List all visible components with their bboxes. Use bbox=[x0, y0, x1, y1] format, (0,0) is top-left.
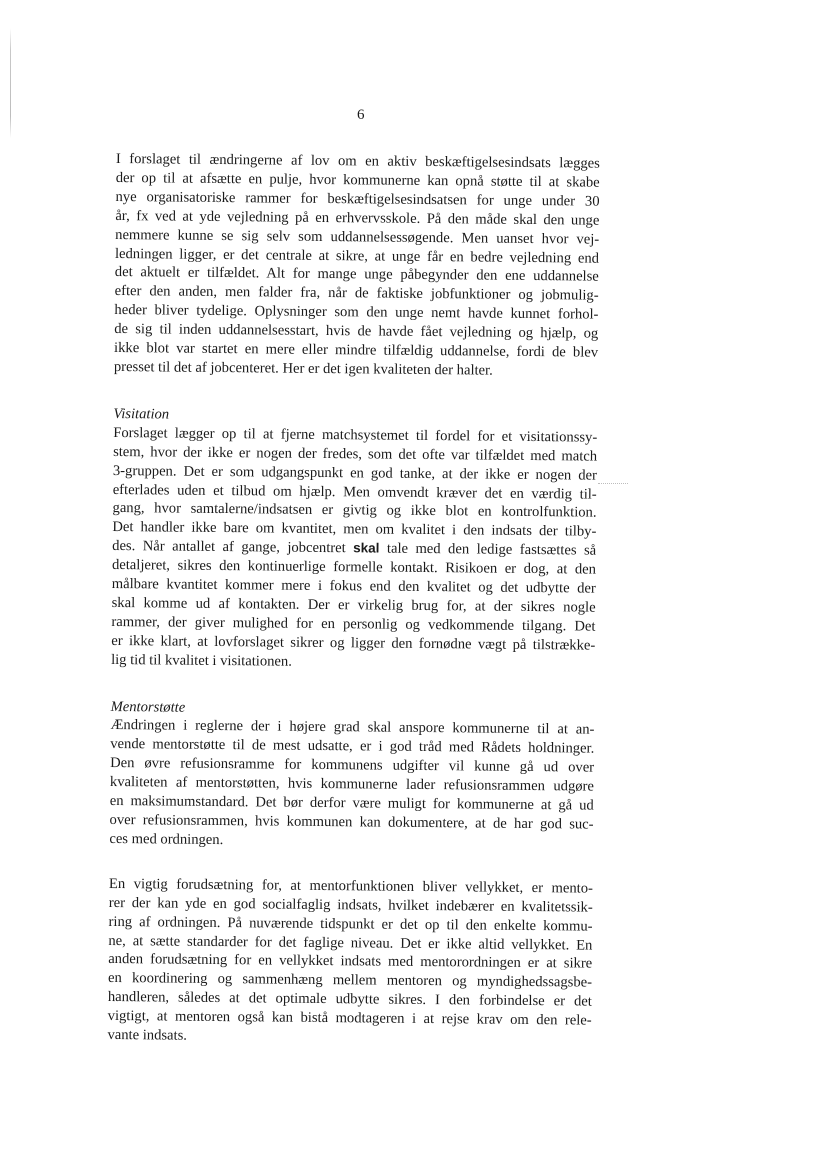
text-line: skal komme ud af kontakten. Der er virkelig brug for, at der sikres nogle bbox=[111, 594, 596, 616]
text-line: de sig til inden uddannelsesstart, hvis de havde fået vejledning og hjælp, og bbox=[114, 321, 599, 342]
paragraph-intro bbox=[114, 150, 600, 382]
text-line: Ændringen i reglerne der i højere grad skal anspore kommunerne til at an- bbox=[110, 717, 595, 739]
text-line: detaljeret, sikres den kontinuerlige formelle kontakt. Risikoen er dog, at den bbox=[111, 557, 597, 578]
text-line: kvaliteten af mentorstøtten, hvis kommunerne lader refusionsrammen udgøre bbox=[109, 774, 594, 795]
text-line: Forslaget lægger op til at fjerne matchsystemet til fordel for et visitationssy- bbox=[113, 424, 598, 446]
text-line: handleren, således at det optimale udbytte sikres. I den forbindelse er det bbox=[107, 989, 592, 1010]
scan-edge-mark bbox=[10, 28, 11, 138]
text-line: det aktuelt er tilfældet. Alt for mange unge påbegynder den ene uddannelse bbox=[114, 264, 599, 286]
section-heading-mentorstotte: Mentorstøtte bbox=[110, 698, 186, 716]
page-number: 6 bbox=[357, 107, 365, 123]
text-line: vende mentorstøtte til de mest udsatte, er i god tråd med Rådets holdninger. bbox=[110, 736, 595, 757]
text-line: anden forudsætning for en vellykket indsats med mentorordningen er at sikre bbox=[108, 951, 593, 973]
paragraph-mentorstotte bbox=[109, 716, 594, 853]
text-line: presset til det af jobcenteret. Her er det igen kvaliteten der halter. bbox=[113, 358, 493, 379]
emphasis-word: skal bbox=[353, 540, 380, 556]
text-fragment: tale med den ledige fastsættes så bbox=[379, 540, 597, 559]
text-line: nemmere kunne se sig selv som uddannelsessøgende. Men uanset hvor vej- bbox=[115, 226, 600, 248]
document-body bbox=[107, 150, 600, 1050]
text-line: en koordinering og sammenhæng mellem mentoren og myndighedssagsbe- bbox=[107, 970, 593, 991]
text-line: gang, hvor samtalerne/indsatsen er givtig og ikke blot en kontrolfunktion. bbox=[112, 500, 597, 522]
text-line: vigtigt, at mentoren også kan bistå modtageren i at rejse krav om den rele- bbox=[107, 1008, 592, 1029]
text-line: ces med ordningen. bbox=[109, 830, 224, 848]
text-fragment: des. Når antallet af gange, jobcentret bbox=[112, 538, 354, 557]
text-line: heder bliver tydelige. Oplysninger som den unge nemt havde kunnet forhol- bbox=[114, 302, 599, 323]
text-line: lig tid til kvalitet i visitationen. bbox=[111, 651, 292, 670]
text-line: Den øvre refusionsramme for kommunens udgifter vil kunne gå ud over bbox=[110, 755, 595, 776]
text-line: vante indsats. bbox=[107, 1027, 188, 1044]
text-line: ledningen ligger, er det centrale at sikre, at unge får en bedre vejledning end bbox=[114, 245, 600, 267]
paragraph-mentor-quality bbox=[107, 875, 593, 1050]
text-line: år, fx ved at yde vejledning på en erhvervsskole. På den måde skal den unge bbox=[115, 207, 600, 229]
text-line: En vigtig forudsætning for, at mentorfunktionen bliver vellykket, er mento- bbox=[108, 875, 594, 897]
text-line: stem, hvor der ikke er nogen der fredes, som det ofte var tilfældet med match bbox=[113, 443, 598, 465]
paragraph-visitation bbox=[111, 424, 597, 674]
text-line: ikke blot var startet en mere eller mindre tilfældig uddannelse, fordi de blev bbox=[114, 340, 599, 361]
section-heading-visitation: Visitation bbox=[113, 405, 170, 423]
text-line: over refusionsrammen, hvis kommunen kan dokumentere, at de har god suc- bbox=[109, 811, 594, 833]
text-line: en maksimumstandard. Det bør derfor være muligt for kommunerne at gå ud bbox=[109, 793, 594, 814]
text-line: ne, at sætte standarder for det faglige niveau. Det er ikke altid vellykket. En bbox=[108, 932, 593, 954]
scan-speck-marks bbox=[598, 483, 628, 486]
text-line: rammer, der giver mulighed for en personlig og vedkommende tilgang. Det bbox=[111, 613, 596, 635]
text-line: efterlades uden et tilbud om hjælp. Men omvendt kræver det en værdig til- bbox=[112, 481, 597, 503]
text-line: rer der kan yde en god socialfaglig indsats, hvilket indebærer en kvalitetssik- bbox=[108, 894, 593, 916]
text-line: efter den anden, men falder fra, når de faktiske jobfunktioner og jobmulig- bbox=[114, 283, 599, 304]
text-line: Det handler ikke bare om kvantitet, men om kvalitet i den indsats der tilby- bbox=[112, 519, 597, 540]
text-line: er ikke klart, at lovforslaget sikrer og ligger den fornødne vægt på tilstrække- bbox=[111, 632, 596, 654]
text-line: der op til at afsætte en pulje, hvor kommunerne kan opnå støtte til at skabe bbox=[115, 169, 600, 191]
text-line: ring af ordningen. På nuværende tidspunkt er det op til den enkelte kommu- bbox=[108, 913, 593, 935]
text-line: I forslaget til ændringerne af lov om en aktiv beskæftigelsesindsats lægges bbox=[115, 150, 600, 172]
text-line: nye organisatoriske rammer for beskæftigelsesindsatsen for unge under 30 bbox=[115, 188, 600, 210]
text-line: 3-gruppen. Det er som udgangspunkt en god tanke, at der ikke er nogen der bbox=[112, 462, 597, 484]
text-line: målbare kvantitet kommer mere i fokus end den kvalitet og det udbytte der bbox=[111, 576, 596, 597]
